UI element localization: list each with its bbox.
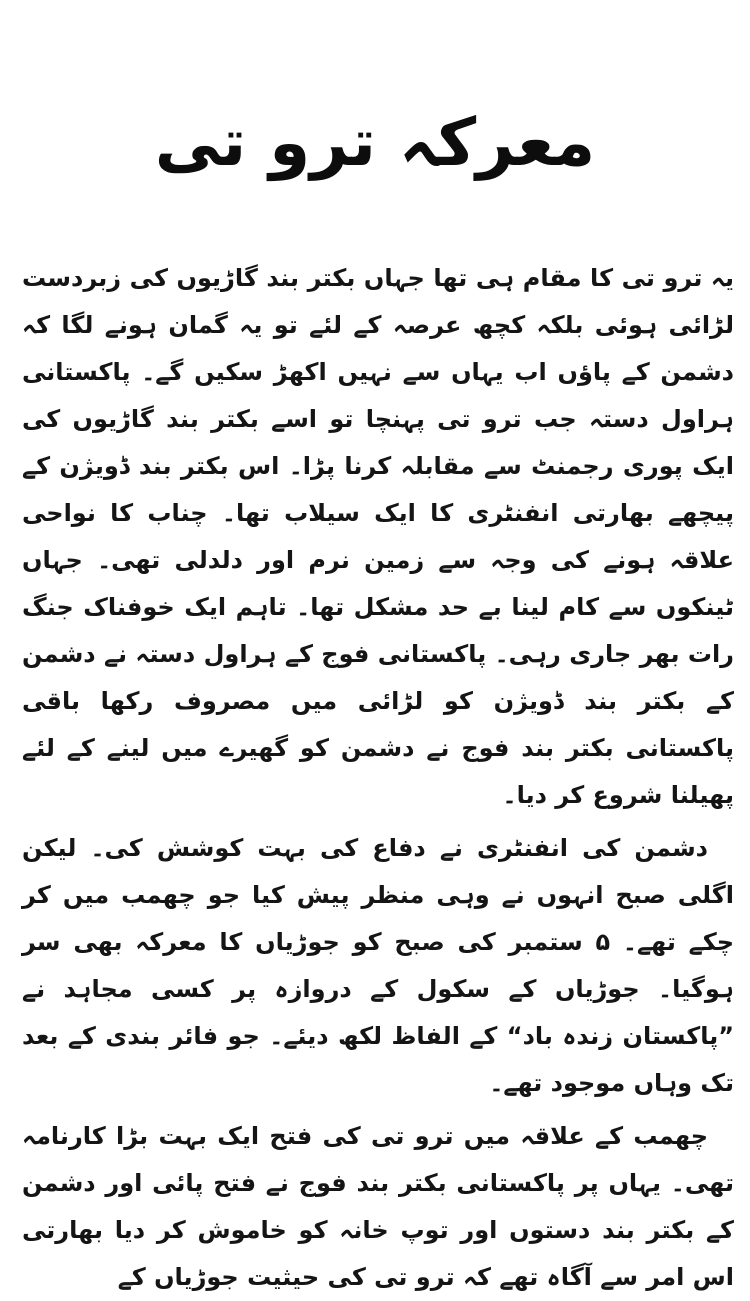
- paragraph-3: چھمب کے علاقہ میں ترو تی کی فتح ایک بہت بڑا کارنامہ تھی۔ یہاں پر پاکستانی بکتر بند فوج نے فتح پائی اور دشمن کے بکتر بند دستوں اور توپ خانہ کو خاموش کر دیا بھارتی اس امر سے آگاہ تھے کہ ترو تی کی حیثیت جوڑیاں کے: [22, 1122, 734, 1291]
- paragraph-1: یہ ترو تی کا مقام ہی تھا جہاں بکتر بند گاڑیوں کی زبردست لڑائی ہوئی بلکہ کچھ عرصہ کے لئے تو یہ گمان ہونے لگا کہ دشمن کے پاؤں اب یہاں سے نہیں اکھڑ سکیں گے۔ پاکستانی ہراول دستہ جب ترو تی پہنچا تو اسے بکتر بند گاڑیوں کی ایک پوری رجمنٹ سے مقابلہ کرنا پڑا۔ اس بکتر بند ڈویژن کے پیچھے بھارتی انفنٹری کا ایک سیلاب تھا۔ چناب کا نواحی علاقہ ہونے کی وجہ سے زمین نرم اور دلدلی تھی۔ جہاں ٹینکوں سے کام لینا بے حد مشکل تھا۔ تاہم ایک خوفناک جنگ رات بھر جاری رہی۔ پاکستانی فوج کے ہراول دستہ نے دشمن کے بکتر بند ڈویژن کو لڑائی میں مصروف رکھا باقی پاکستانی بکتر بند فوج نے دشمن کو گھیرے میں لینے کے لئے پھیلنا شروع کر دیا۔: [22, 264, 734, 809]
- page-title: معرکہ ترو تی: [154, 104, 596, 181]
- paragraph-2: دشمن کی انفنٹری نے دفاع کی بہت کوشش کی۔ لیکن اگلی صبح انہوں نے وہی منظر پیش کیا جو چھمب میں کر چکے تھے۔ ۵ ستمبر کی صبح کو جوڑیاں کا معرکہ بھی سر ہوگیا۔ جوڑیاں کے سکول کے دروازہ پر کسی مجاہد نے ”پاکستان زندہ باد“ کے الفاظ لکھ دیئے۔ جو فائر بندی کے بعد تک وہاں موجود تھے۔: [22, 834, 734, 1097]
- body-text: [22, 255, 734, 1291]
